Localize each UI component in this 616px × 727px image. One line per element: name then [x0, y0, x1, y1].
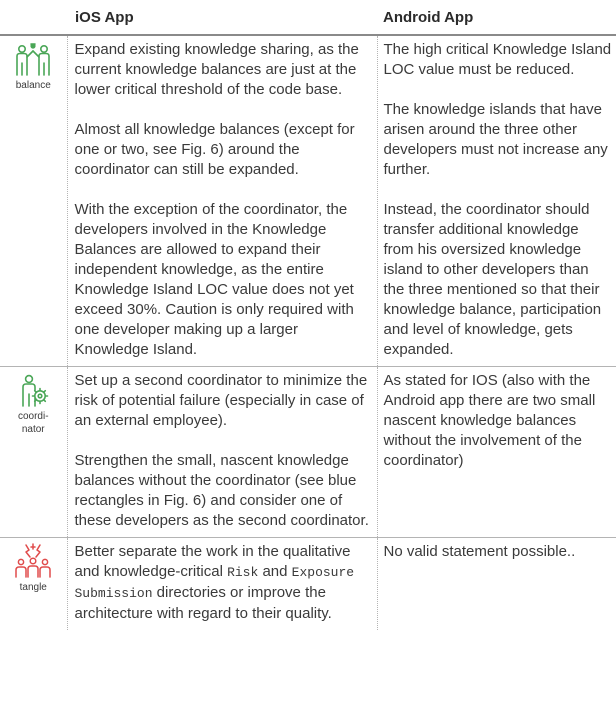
table-row-tangle — [0, 538, 616, 631]
icon-cell-tangle — [0, 538, 67, 631]
table-row-balance — [0, 35, 616, 367]
header-row — [0, 0, 616, 35]
android-balance-paragraph-1: The high critical Knowledge Island LOC value must be reduced. — [383, 41, 612, 78]
icon-label-tangle: tangle — [19, 582, 47, 593]
ios-balance-paragraph-3: With the exception of the coordinator, the developers involved in the Knowledge Balances are allowed to expand their independent knowledge, as the entire Knowledge Island LOC value does not yet exceed 30%. Caution is only required with one developer making up a larger Knowledge Island. — [74, 201, 354, 358]
icon-cell-balance — [0, 35, 67, 367]
ios-cell-balance — [67, 35, 377, 367]
coordinator-icon — [12, 372, 54, 408]
android-coordinator-paragraph-1: As stated for IOS (also with the Android app there are two small nascent knowledge balances without the involvement of the coordinator) — [383, 372, 596, 469]
header-android: Android App — [377, 0, 616, 35]
balance-icon — [12, 41, 54, 77]
ios-tangle-text-before: Better separate the work in the qualitative and knowledge-critical — [74, 543, 351, 580]
android-cell-tangle — [377, 538, 616, 631]
ios-tangle-paragraph-1 — [75, 542, 371, 624]
icon-label-coordinator-2: nator — [21, 424, 45, 435]
icon-label-coordinator-1: coordi- — [17, 411, 49, 422]
android-balance-paragraph-2: The knowledge islands that have arisen around the three other developers must not increase any further. — [383, 101, 608, 178]
ios-coordinator-paragraph-2: Strengthen the small, nascent knowledge balances without the coordinator (see blue rectangles in Fig. 6) and consider one of these developers as the second coordinator. — [74, 452, 369, 529]
tangle-icon — [12, 543, 54, 579]
ios-cell-tangle — [67, 538, 377, 631]
header-blank — [0, 0, 67, 35]
table-row-coordinator — [0, 367, 616, 538]
android-cell-balance — [377, 35, 616, 367]
ios-cell-coordinator — [67, 367, 377, 538]
code-exposure-submission: Exposure Submission — [74, 565, 355, 601]
android-cell-coordinator — [377, 367, 616, 538]
icon-label-balance: balance — [15, 80, 51, 91]
ios-tangle-text-middle: and — [258, 563, 292, 580]
ios-balance-paragraph-1: Expand existing knowledge sharing, as the current knowledge balances are just at the lower critical threshold of the code base. — [74, 41, 359, 98]
ios-tangle-text-after: directories or improve the architecture with regard to their quality. — [74, 584, 332, 622]
ios-coordinator-paragraph-1: Set up a second coordinator to minimize the risk of potential failure (especially in case of an external employee). — [74, 372, 368, 429]
icon-cell-coordinator — [0, 367, 67, 538]
android-balance-paragraph-3: Instead, the coordinator should transfer additional knowledge from his oversized knowledge island to other developers than the three mentioned so that their knowledge balance, participation and level of knowledge, gets expanded. — [383, 201, 602, 358]
ios-balance-paragraph-2: Almost all knowledge balances (except for one or two, see Fig. 6) around the coordinator can still be expanded. — [74, 121, 355, 178]
header-ios: iOS App — [67, 0, 377, 35]
code-risk: Risk — [227, 565, 259, 580]
android-tangle-paragraph-1: No valid statement possible.. — [383, 543, 576, 560]
